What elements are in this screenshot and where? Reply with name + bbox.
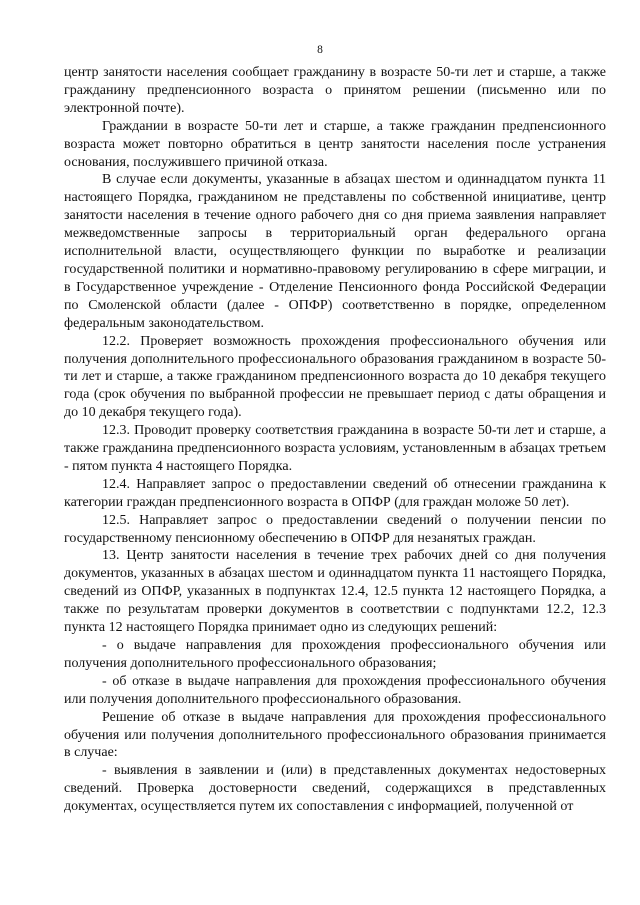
paragraph-12-4: 12.4. Направляет запрос о предоставлении сведений об отнесении гражданина к категории граждан предпенсионного возраста в ОПФР (для граждан моложе 50 лет). [64, 476, 606, 510]
list-item-issue-referral: - о выдаче направления для прохождения профессионального обучения или получения дополнительного профессионального образования; [64, 638, 606, 671]
paragraph-interagency-requests: В случае если документы, указанные в абзацах шестом и одиннадцатом пункта 11 настоящего Порядка, гражданином не представлены по собственной инициативе, центр занятости населения в течение одного рабочего дня со дня приема заявления направляет межведомственные запросы в территориальный орган федерального органа исполнительной власти, осуществляющего функции по выработке и реализации государственной политики и нормативно-правовому регулированию в сфере миграции, и в Государственное учреждение - Отделение Пенсионного фонда Российской Федерации по Смоленской области (далее - ОПФР) соответственно в порядке, определенном федеральным законодательством. [64, 172, 606, 331]
paragraph-continuation: центр занятости населения сообщает гражданину в возрасте 50-ти лет и старше, а также гражданину предпенсионного возраста о принятом решении (письменно или по электронной почте). [64, 65, 606, 116]
paragraph-12-2: 12.2. Проверяет возможность прохождения профессионального обучения или получения дополнительного профессионального образования гражданином в возрасте 50-ти лет и старше, а также гражданином предпенсионного возраста до 10 декабря текущего года (срок обучения по выбранной профессии не превышает период с даты обращения и до 10 декабря текущего года). [64, 333, 606, 421]
list-item-refuse-referral: - об отказе в выдаче направления для прохождения профессионального обучения или получения дополнительного профессионального образования. [64, 673, 606, 707]
paragraph-13: 13. Центр занятости населения в течение трех рабочих дней со дня получения документов, указанных в абзацах шестом и одиннадцатом пункта 11 настоящего Порядка, сведений из ОПФР, указанных в подпунктах 12.4, 12.5 пункта 12 настоящего Порядка, а также по результатам проверки документов в соответствии с подпунктами 12.2, 12.3 пункта 12 настоящего Порядка принимает одно из следующих решений: [64, 548, 606, 636]
paragraph-12-3: 12.3. Проводит проверку соответствия гражданина в возрасте 50-ти лет и старше, а также гражданина предпенсионного возраста условиям, установленным в абзацах третьем - пятом пункта 4 настоящего Порядка. [64, 423, 606, 474]
paragraph-repeat-application: Граждании в возрасте 50-ти лет и старше, а также гражданин предпенсионного возраста может повторно обратиться в центр занятости населения после устранения основания, послужившего причиной отказа. [64, 118, 606, 170]
list-item-false-information: - выявления в заявлении и (или) в представленных документах недостоверных сведений. Проверка достоверности сведений, содержащихся в представленных документах, осуществляется путем их сопоставления с информацией, полученной от [64, 763, 606, 815]
paragraph-12-5: 12.5. Направляет запрос о предоставлении сведений о получении пенсии по государственному пенсионному обеспечению в ОПФР для незанятых граждан. [64, 512, 606, 546]
page-number: 8 [317, 44, 323, 56]
paragraph-refusal-decision: Решение об отказе в выдаче направления для прохождения профессионального обучения или получения дополнительного профессионального образования принимается в случае: [64, 709, 606, 761]
document-body [64, 64, 606, 816]
